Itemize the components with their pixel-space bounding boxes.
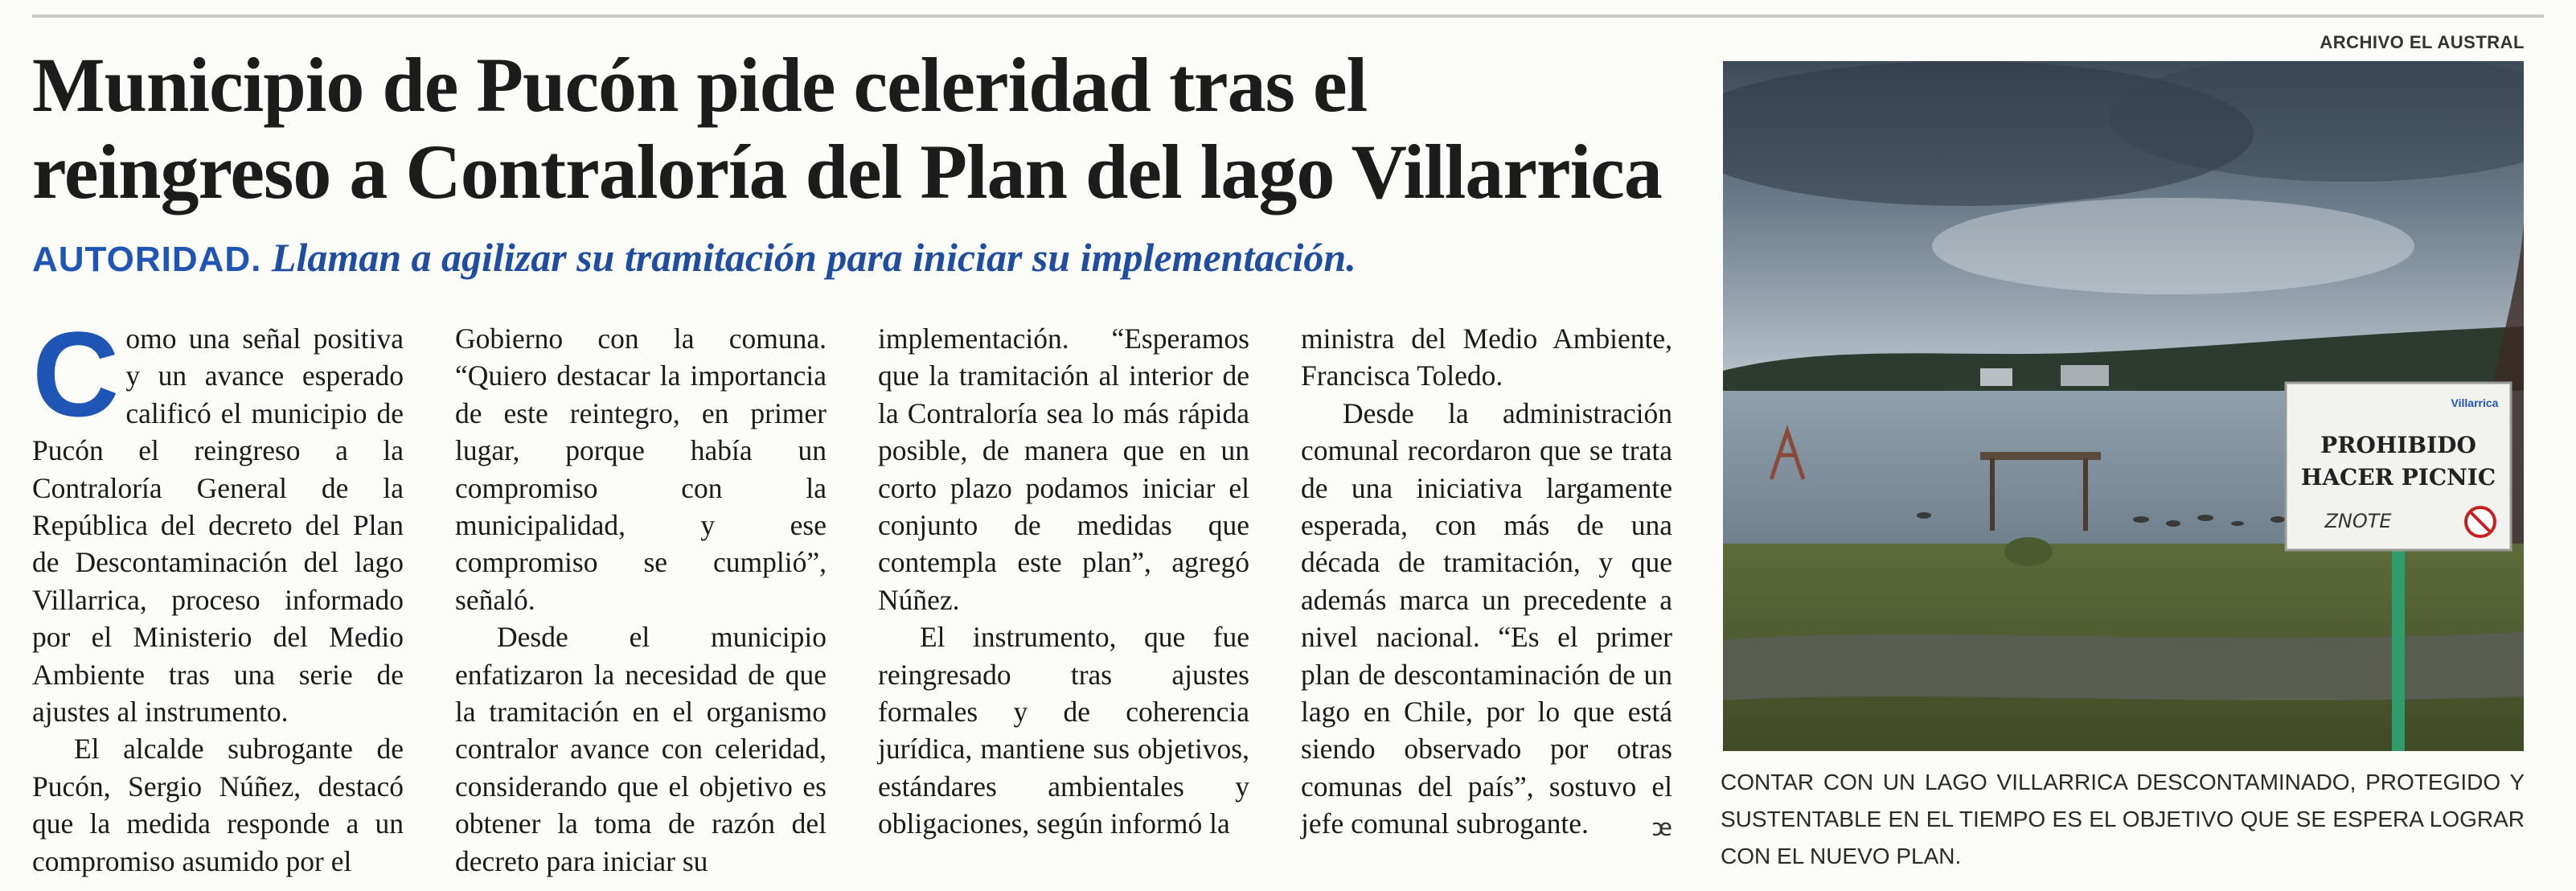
paragraph: El alcalde subrogante de Pucón, Sergio Núñez, destacó que la medida responde a un compromiso asumido por el [32, 733, 404, 877]
kicker: AUTORIDAD. [32, 240, 262, 279]
column-4 [1301, 320, 1672, 848]
top-rule [32, 14, 2544, 18]
light-cloud [1932, 198, 2414, 294]
no-fire-icon [2466, 507, 2495, 536]
sign-line-1: PROHIBIDO [2320, 432, 2476, 458]
distant-building [1980, 368, 2012, 386]
end-mark-icon: ꭢ [1651, 815, 1672, 842]
paragraph [1301, 395, 1672, 843]
sign-line-2: HACER PICNIC [2300, 464, 2496, 491]
sign-post [2392, 544, 2405, 751]
paragraph-text: omo una señal positiva y un avance esperado calificó el municipio de Pucón el reingreso a la Contraloría General de la República del decreto del Plan de Descontaminación del lago Villarrica, proceso informado por el Ministerio del Medio Ambiente tras una serie de ajustes al instrumento. [32, 322, 404, 729]
paragraph [32, 306, 404, 730]
paragraph: El instrumento, que fue reingresado tras ajustes formales y de coherencia jurídica, mantiene sus objetivos, estándares ambientales y obligaciones, según informó la [878, 621, 1249, 840]
paragraph: implementación. “Esperamos que la tramitación al interior de la Contraloría sea lo más rápida posible, de manera que en un corto plazo podamos iniciar el conjunto de medidas que contempla este plan”, agregó Núñez. [878, 322, 1249, 616]
article-body [32, 306, 1672, 877]
paragraph: ministra del Medio Ambiente, Francisca Toledo. [1301, 322, 1672, 392]
sign-graffiti: ZNOTE [2324, 510, 2392, 532]
distant-building [2061, 365, 2109, 386]
column-1 [32, 306, 404, 880]
sign-logo: Villarrica [2451, 396, 2499, 409]
deck: Llaman a agilizar su tramitación para iniciar su implementación. [271, 235, 1356, 280]
paragraph: Desde el municipio enfatizaron la necesidad de que la tramitación en el organismo contralor avance con celeridad, considerando que el objetivo es obtener la toma de razón del decreto para iniciar su [455, 621, 827, 877]
headline: Municipio de Pucón pide celeridad tras el reingreso a Contraloría del Plan del lago Villarrica [32, 42, 1662, 215]
photo-caption: CONTAR CON UN LAGO VILLARRICA DESCONTAMINADO, PROTEGIDO Y SUSTENTABLE EN EL TIEMPO ES EL OBJETIVO QUE SE ESPERA LOGRAR CON EL NUEVO PLAN. [1721, 770, 2525, 868]
subhead [32, 232, 1672, 285]
shrub [2004, 537, 2053, 566]
column-3 [878, 320, 1249, 843]
photo-credit: ARCHIVO EL AUSTRAL [2320, 32, 2525, 52]
lake-scene-image [1723, 61, 2524, 751]
paragraph: Gobierno con la comuna. “Quiero destacar la importancia de este reintegro, en primer lugar, porque había un compromiso con la municipalidad, y ese compromiso se cumplió”, señaló. [455, 322, 827, 616]
article-photo [1723, 61, 2524, 751]
prohibition-sign [2286, 383, 2511, 550]
paragraph-text: Desde la administración comunal recordaron que se trata de una iniciativa largamente esperada, con más de una década de tramitación, y que además marca un precedente a nivel nacional. “Es el primer plan de descontaminación de un lago en Chile, por lo que está siendo observado por otras comunas del país”, sostuvo el jefe comunal subrogante. [1301, 396, 1672, 840]
column-2 [455, 320, 827, 880]
drop-cap: C [32, 306, 120, 441]
